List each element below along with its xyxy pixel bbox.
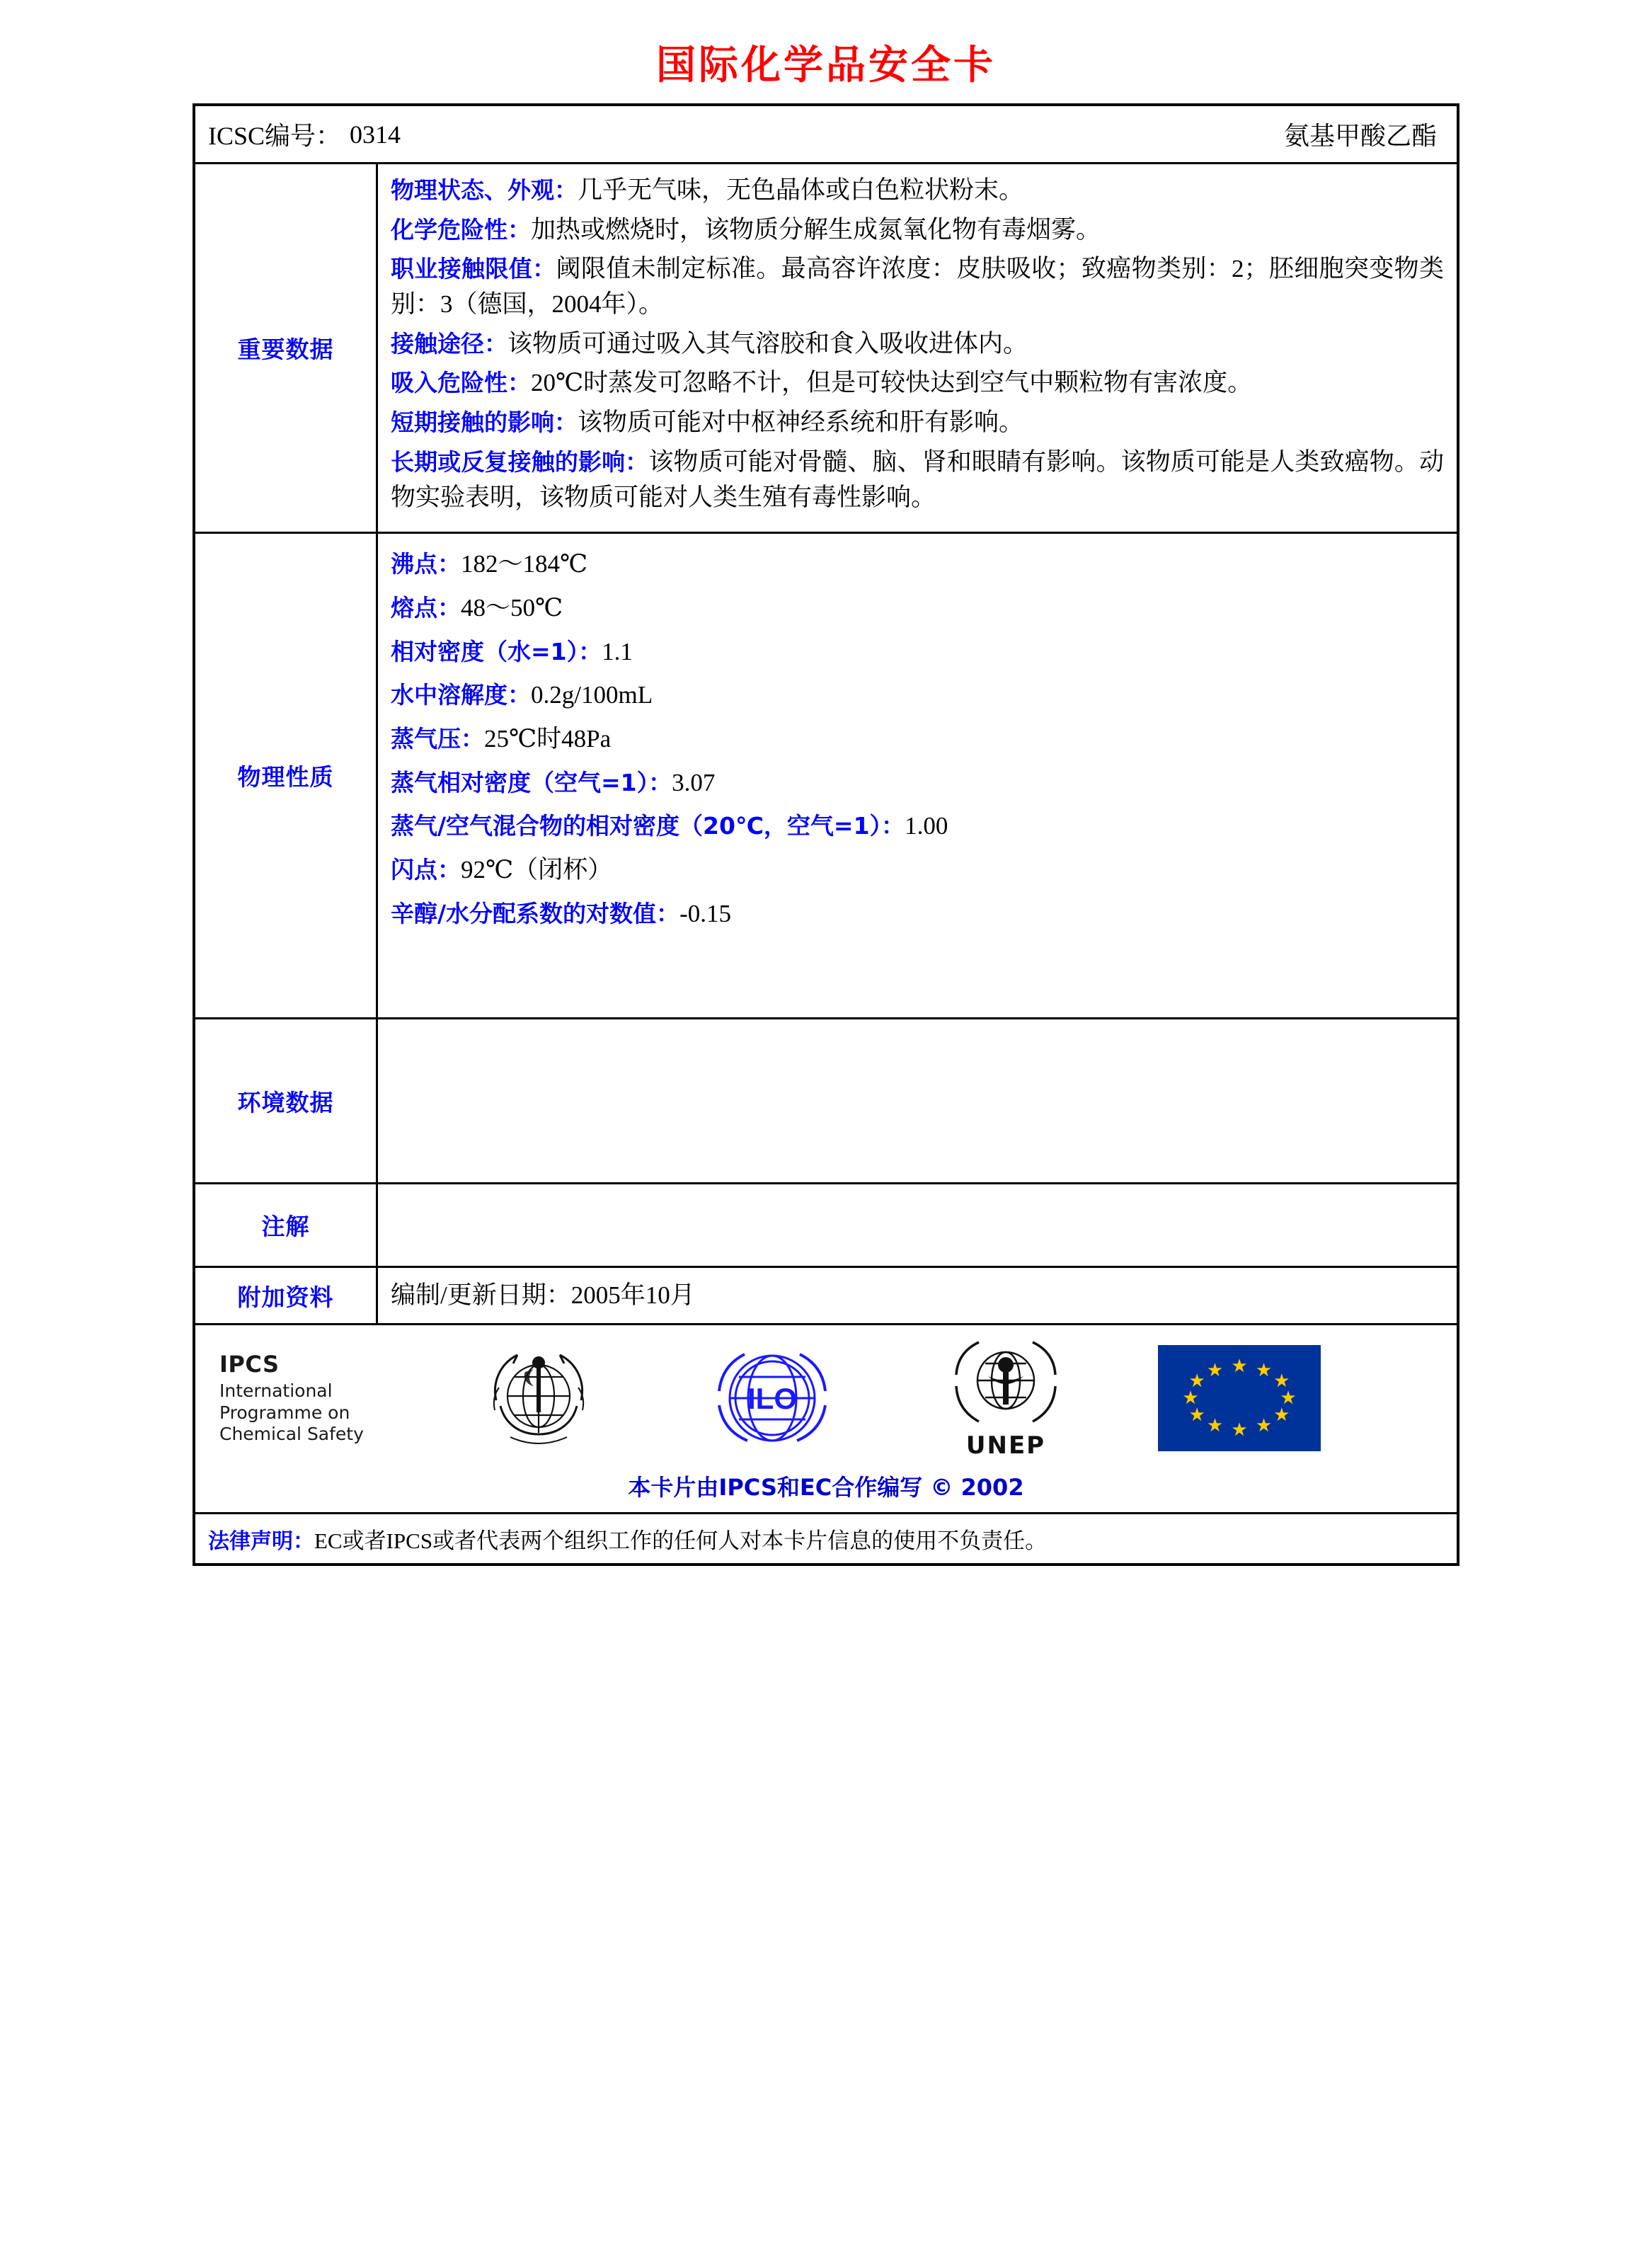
entry-key: 闪点： <box>391 856 461 883</box>
legal-notice-label: 法律声明： <box>208 1529 314 1555</box>
entry-key: 化学危险性： <box>391 215 531 244</box>
eu-flag-box <box>1123 1345 1356 1451</box>
entry-value: 阈限值未制定标准。最高容许浓度：皮肤吸收；致癌物类别：2；胚细胞突变物类别：3（德国，2004年）。 <box>391 255 1444 319</box>
unep-wordmark: UNEP <box>965 1431 1046 1460</box>
entry-value: 48～50℃ <box>461 593 563 622</box>
section-physical-properties <box>195 532 1457 1017</box>
entry-value: 该物质可能对骨髓、脑、肾和眼睛有影响。该物质可能是人类致癌物。动物实验表明，该物质可能对人类生殖有毒性影响。 <box>391 447 1444 511</box>
entry-value: 0.2g/100mL <box>531 681 653 709</box>
eu-flag-icon: ★ ★ ★ ★ ★ ★ ★ ★ ★ ★ ★ ★ <box>1158 1345 1321 1451</box>
data-entry <box>391 326 1444 362</box>
section-label-environmental-data: 环境数据 <box>195 1019 378 1182</box>
who-logo-box <box>422 1338 655 1458</box>
entry-key: 吸入危险性： <box>391 369 531 397</box>
section-additional-info <box>195 1266 1457 1323</box>
section-label-additional-info: 附加资料 <box>195 1268 378 1323</box>
section-label-physical-properties: 物理性质 <box>195 534 378 1017</box>
entry-value: 3.07 <box>672 768 716 796</box>
entry-value: -0.15 <box>679 899 731 927</box>
entry-value: 该物质可通过吸入其气溶胶和食入吸收进体内。 <box>507 329 1028 358</box>
icsc-number-label: ICSC编号： <box>208 122 342 150</box>
substance-name: 氨基甲酸乙酯 <box>1283 122 1437 150</box>
entry-key: 辛醇/水分配系数的对数值： <box>391 899 680 927</box>
entry-key: 蒸气相对密度（空气=1）： <box>391 768 672 796</box>
entry-key: 职业接触限值： <box>391 255 556 283</box>
entry-key: 短期接触的影响： <box>391 408 578 437</box>
unep-logo-box <box>889 1337 1123 1460</box>
entry-key: 相对密度（水=1）： <box>391 637 602 665</box>
page-title: 国际化学品安全卡 <box>656 42 996 88</box>
icsc-number-value: 0314 <box>350 120 401 149</box>
entry-value: 1.00 <box>905 812 948 840</box>
icsc-card <box>193 103 1459 1566</box>
property-entry <box>391 547 1444 582</box>
section-body-physical-properties <box>378 534 1457 1017</box>
data-entry <box>391 173 1444 208</box>
entry-key: 熔点： <box>391 593 461 622</box>
property-entry <box>391 808 1444 844</box>
footer-inner <box>195 1325 1457 1512</box>
entry-key: 蒸气/空气混合物的相对密度（20℃，空气=1）： <box>391 812 905 840</box>
entry-value: 20℃时蒸发可忽略不计，但是可较快达到空气中颗粒物有害浓度。 <box>531 369 1253 397</box>
who-logo-icon <box>468 1338 609 1458</box>
unep-logo-icon <box>939 1337 1073 1436</box>
entry-value: 该物质可能对中枢神经系统和肝有影响。 <box>578 408 1024 437</box>
ipcs-subtitle-line-1: International <box>219 1380 333 1402</box>
section-body-additional-info: 编制/更新日期：2005年10月 <box>391 1281 695 1310</box>
entry-key: 物理状态、外观： <box>391 176 578 204</box>
data-entry <box>391 405 1444 440</box>
section-label-notes: 注解 <box>195 1184 378 1266</box>
property-entry <box>391 590 1444 626</box>
entry-key: 水中溶解度： <box>391 681 531 709</box>
section-body-environmental-data <box>378 1019 1457 1182</box>
entry-key: 沸点： <box>391 550 461 578</box>
section-environmental-data <box>195 1017 1457 1182</box>
data-entry <box>391 251 1444 321</box>
ipcs-wordmark <box>210 1351 422 1446</box>
property-entry <box>391 677 1444 713</box>
entry-value: 加热或燃烧时，该物质分解生成氮氧化物有毒烟雾。 <box>531 215 1101 244</box>
ilo-logo-box <box>655 1338 889 1458</box>
ipcs-subtitle-line-2: Programme on <box>219 1402 350 1423</box>
section-label-important-data: 重要数据 <box>195 164 378 532</box>
data-entry <box>391 212 1444 248</box>
svg-text:ILO: ILO <box>747 1382 797 1416</box>
data-entry <box>391 445 1444 515</box>
property-entry <box>391 721 1444 757</box>
entry-value: 182～184℃ <box>461 550 588 578</box>
section-important-data <box>195 162 1457 532</box>
data-entry <box>391 365 1444 401</box>
ipcs-ec-credit: 本卡片由IPCS和EC合作编写 © 2002 <box>628 1474 1024 1502</box>
ipcs-subtitle-line-3: Chemical Safety <box>219 1424 364 1445</box>
property-entry <box>391 765 1444 801</box>
ilo-logo-icon <box>698 1338 847 1458</box>
entry-value: 几乎无气味，无色晶体或白色粒状粉末。 <box>578 176 1024 204</box>
property-entry <box>391 896 1444 932</box>
section-notes <box>195 1182 1457 1266</box>
section-body-notes <box>378 1184 1457 1266</box>
ipcs-title: IPCS <box>219 1351 280 1378</box>
footer-logos-row <box>195 1323 1457 1512</box>
entry-key: 蒸气压： <box>391 724 484 753</box>
property-entry <box>391 852 1444 888</box>
legal-notice-text: EC或者IPCS或者代表两个组织工作的任何人对本卡片信息的使用不负责任。 <box>314 1528 1048 1554</box>
card-header-row <box>195 106 1457 162</box>
entry-key: 接触途径： <box>391 329 507 358</box>
section-body-important-data <box>378 164 1457 532</box>
entry-key: 长期或反复接触的影响： <box>391 447 649 476</box>
entry-value: 92℃（闭杯） <box>461 856 613 883</box>
entry-value: 1.1 <box>602 637 633 665</box>
entry-value: 25℃时48Pa <box>484 724 612 753</box>
legal-notice-row <box>195 1512 1457 1563</box>
logo-strip <box>210 1337 1442 1460</box>
property-entry <box>391 634 1444 670</box>
